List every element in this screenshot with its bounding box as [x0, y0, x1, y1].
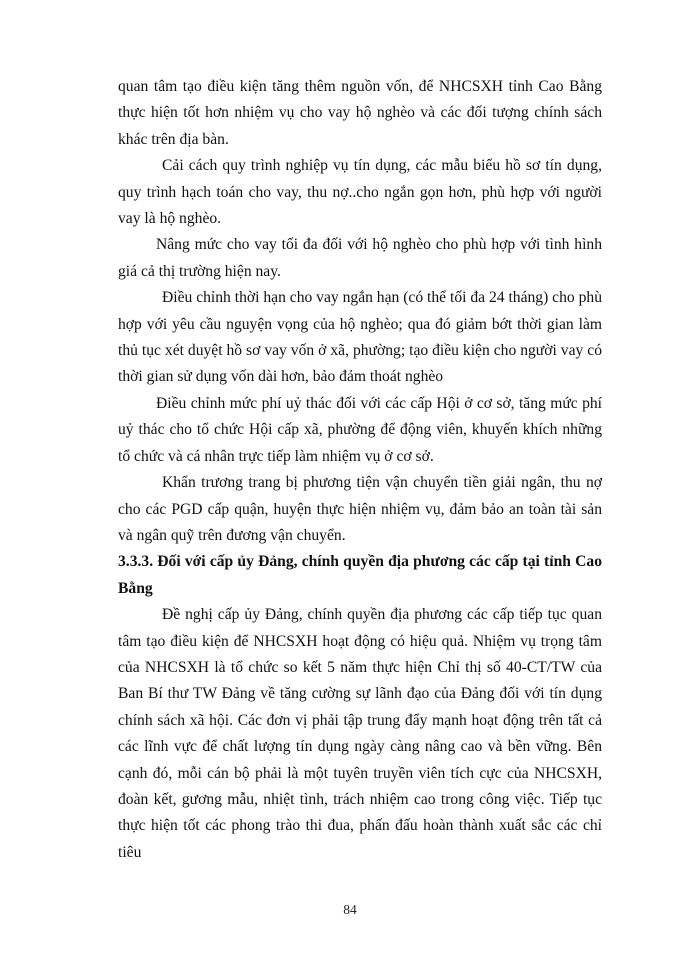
- document-body: [118, 74, 602, 866]
- paragraph-raise-loan-limit: Nâng mức cho vay tối đa đối với hộ nghèo cho phù hợp với tình hình giá cả thị trường hiện nay.: [118, 236, 602, 280]
- paragraph-entrustment-fee: Điều chỉnh mức phí uỷ thác đối với các cấp Hội ở cơ sở, tăng mức phí uỷ thác cho tổ chức Hội cấp xã, phường để động viên, khuyến khích những tổ chức và cá nhân trực tiếp làm nhiệm vụ ở cơ sở.: [118, 394, 602, 465]
- paragraph-continued: quan tâm tạo điều kiện tăng thêm nguồn vốn, để NHCSXH tỉnh Cao Bằng thực hiện tốt hơn nhiệm vụ cho vay hộ nghèo và các đối tượng chính sách khác trên địa bàn.: [118, 78, 602, 148]
- section-heading: 3.3.3. Đối với cấp ủy Đảng, chính quyền địa phương các cấp tại tỉnh Cao Bằng: [118, 553, 602, 597]
- paragraph-cash-transport: Khẩn trương trang bị phương tiện vận chuyển tiền giải ngân, thu nợ cho các PGD cấp quận, huyện thực hiện nhiệm vụ, đảm bảo an toàn tài sản và ngân quỹ trên đương vận chuyển.: [118, 474, 602, 544]
- paragraph-local-authorities: Đề nghị cấp ủy Đảng, chính quyền địa phương các cấp tiếp tục quan tâm tạo điều kiện để NHCSXH hoạt động có hiệu quả. Nhiệm vụ trọng tâm của NHCSXH là tổ chức so kết 5 năm thực hiện Chỉ thị số 40-CT/TW của Ban Bí thư TW Đảng về tăng cường sự lãnh đạo của Đảng đối với tín dụng chính sách xã hội. Các đơn vị phải tập trung đẩy mạnh hoạt động trên tất cả các lĩnh vực để chất lượng tín dụng ngày càng nâng cao và bền vững. Bên cạnh đó, mỗi cán bộ phải là một tuyên truyền viên tích cực của NHCSXH, đoàn kết, gương mẫu, nhiệt tình, trách nhiệm cao trong công việc. Tiếp tục thực hiện tốt các phong trào thi đua, phấn đấu hoàn thành xuất sắc các chỉ tiêu: [118, 606, 602, 861]
- paragraph-adjust-loan-term: Điều chỉnh thời hạn cho vay ngắn hạn (có thể tối đa 24 tháng) cho phù hợp với yêu cầu nguyện vọng của hộ nghèo; qua đó giảm bớt thời gian làm thủ tục xét duyệt hồ sơ vay vốn ở xã, phường; tạo điều kiện cho người vay có thời gian sử dụng vốn dài hơn, bảo đảm thoát nghèo: [118, 289, 602, 386]
- page-number: 84: [343, 902, 357, 917]
- paragraph-credit-procedure-reform: Cải cách quy trình nghiệp vụ tín dụng, các mẫu biểu hồ sơ tín dụng, quy trình hạch toán cho vay, thu nợ..cho ngắn gọn hơn, phù hợp với người vay là hộ nghèo.: [118, 157, 602, 228]
